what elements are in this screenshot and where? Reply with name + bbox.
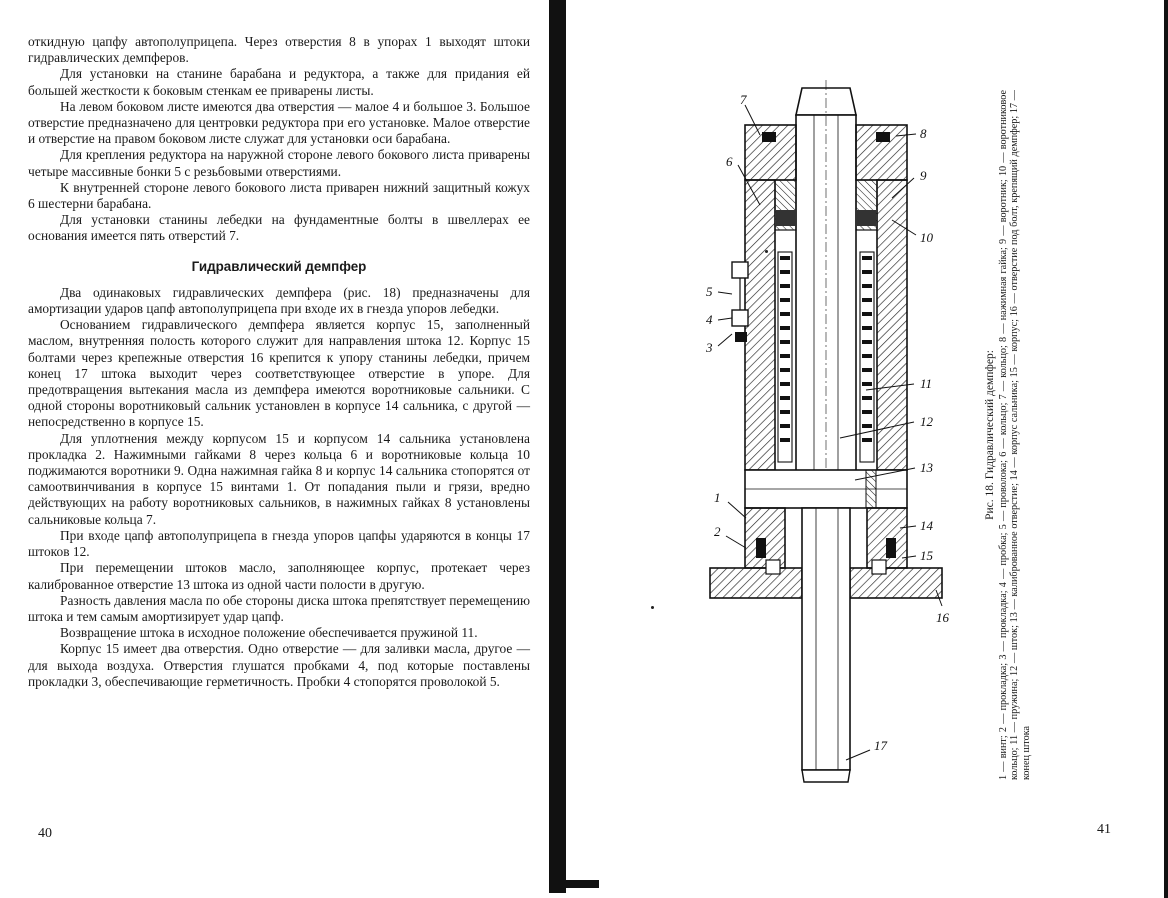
callout-14: 14 <box>920 518 933 533</box>
callout-6: 6 <box>726 154 733 169</box>
scan-speck <box>651 606 654 609</box>
paragraph: При входе цапф автополуприцепа в гнезда упоров цапфы ударяются в концы 17 штоков 12. <box>28 527 530 560</box>
paragraph: К внутренней стороне левого бокового листа приварен нижний защитный кожух 6 шестерни барабана. <box>28 179 530 212</box>
callout-11: 11 <box>920 376 933 391</box>
left-page-text <box>28 34 530 690</box>
callout-16: 16 <box>936 610 949 625</box>
figure-caption-title: Рис. 18. Гидравлический демпфер: <box>984 350 996 520</box>
book-spine-shadow <box>549 0 566 893</box>
figure-caption-legend: 1 — винт; 2 — прокладка; 3 — прокладка; 4 — пробка; 5 — проволока; 6 — кольцо; 7 — кольцо; 8 — нажимная гайка; 9 — воротник; 10 — воротниковое кольцо; 11 — пружина; 12 — шток; 13 — калиброванное отверстие; 14 — корпус сальника; 15 — корпус; 16 — отверстие под болт, крепящий демпфер; 17 — конец штока <box>997 90 1032 780</box>
callout-7: 7 <box>740 92 747 107</box>
hydraulic-damper-drawing <box>690 70 970 790</box>
callout-15: 15 <box>920 548 933 563</box>
paragraph: Основанием гидравлического демпфера является корпус 15, заполненный маслом, внутренняя полость которого служит для направления штока 12. Корпус 15 болтами через крепежные отверстия 16 крепится к упору станины лебедки, причем конец 17 штока выходит через соответствующее отверстие в упоре. Для предотвращения вытекания масла из демпфера имеются воротниковые сальники. С одной стороны воротниковый сальник установлен в корпусе 14 сальника, с другой — непосредственно в корпусе 15. <box>28 317 530 430</box>
callout-13: 13 <box>920 460 933 475</box>
callout-1: 1 <box>714 490 721 505</box>
callout-9: 9 <box>920 168 927 183</box>
page-number-right: 41 <box>1097 822 1111 837</box>
callout-8: 8 <box>920 126 927 141</box>
page-number-left: 40 <box>38 826 52 841</box>
section-heading: Гидравлический демпфер <box>191 258 367 274</box>
paragraph: Для установки на станине барабана и редуктора, а также для придания ей большей жесткости к боковым стенкам ее приварены листы. <box>28 66 530 98</box>
paragraph: Разность давления масла по обе стороны диска штока препятствует перемещению штока и тем самым амортизирует удар цапф. <box>28 592 530 624</box>
paragraph: Возвращение штока в исходное положение обеспечивается пружиной 11. <box>60 625 478 641</box>
callout-3: 3 <box>706 340 713 355</box>
book-spine-foot <box>549 880 599 888</box>
paragraph: Два одинаковых гидравлических демпфера (рис. 18) предназначены для амортизации ударов цапф автополуприцепа при входе их в гнезда упоров лебедки. <box>28 284 530 317</box>
callout-5: 5 <box>706 284 713 299</box>
page-edge-shadow <box>1164 0 1168 898</box>
callout-10: 10 <box>920 230 933 245</box>
paragraph: Для крепления редуктора на наружной стороне левого бокового листа приварены четыре массивные бонки 5 с резьбовыми отверстиями. <box>28 147 530 179</box>
paragraph: Для уплотнения между корпусом 15 и корпусом 14 сальника установлена прокладка 2. Нажимными гайками 8 через кольца 6 и воротниковые кольца 10 поджимаются воротники 9. Одна нажимная гайка 8 и корпус 14 сальника стопорятся от самоотвинчивания в корпусе 15 винтами 1. От попадания пыли и грязи, вредно действующих на работу воротниковых сальников, в нажимных гайках 8 установлены сальниковые кольца 7. <box>28 430 530 527</box>
figure-caption <box>984 90 1032 780</box>
paragraph: Для установки станины лебедки на фундаментные болты в швеллерах ее основания имеется пять отверстий 7. <box>28 212 530 244</box>
text-block-bottom <box>28 285 530 690</box>
callout-2: 2 <box>714 524 721 539</box>
paragraph: При перемещении штоков масло, заполняющее корпус, протекает через калиброванное отверстие 13 штока из одной части полости в другую. <box>28 560 530 592</box>
paragraph: Корпус 15 имеет два отверстия. Одно отверстие — для заливки масла, другое — для выхода воздуха. Отверстия глушатся пробками 4, под которые поставлены прокладки 3, обеспечивающие герметичность. Пробки 4 стопорятся проволокой 5. <box>28 641 530 689</box>
callout-4: 4 <box>706 312 713 327</box>
paragraph: На левом боковом листе имеются два отверстия — малое 4 и большое 3. Большое отверстие предназначено для центровки редуктора при его установке. Малое отверстие и отверстие на правом боковом листе служат для установки оси барабана. <box>28 98 530 147</box>
callout-17: 17 <box>874 738 887 753</box>
text-block-top <box>28 34 530 245</box>
paragraph: откидную цапфу автополуприцепа. Через отверстия 8 в упорах 1 выходят штоки гидравлических демпферов. <box>28 34 530 66</box>
callout-12: 12 <box>920 414 933 429</box>
